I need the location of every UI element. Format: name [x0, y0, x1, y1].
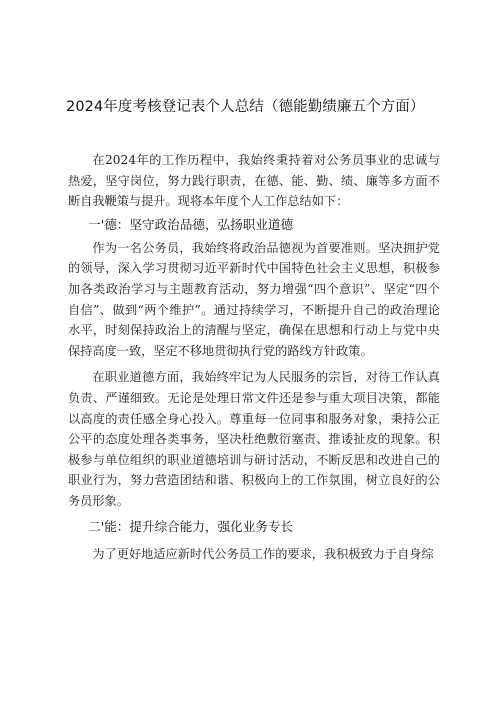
intro-paragraph: 在2024年的工作历程中，我始终秉持着对公务员事业的忠诚与热爱，坚守岗位，努力践行职责，在德、能、勤、绩、廉等多方面不断自我鞭策与提升。现将本年度个人工作总结如下： [68, 153, 440, 209]
section-de-paragraph-1: 作为一名公务员，我始终将政治品德视为首要准则。坚决拥护党的领导，深入学习贯彻习近平新时代中国特色社会主义思想，积极参加各类政治学习与主题教育活动，努力增强“四个意识”、坚定“四个自信”、做到“两个维护”。通过持续学习，不断提升自己的政治理论水平，时刻保持政治上的清醒与坚定，确保在思想和行动上与党中央保持高度一致，坚定不移地贯彻执行党的路线方针政策。 [68, 240, 440, 358]
section-heading-de: 一'德：坚守政治品德，弘扬职业道德 [88, 216, 294, 232]
section-heading-neng: 二'能：提升综合能力，强化业务专长 [88, 518, 294, 534]
document-title: 2024年度考核登记表个人总结（德能勤绩廉五个方面） [66, 99, 425, 115]
document-body [68, 150, 440, 564]
section-de-paragraph-2: 在职业道德方面，我始终牢记为人民服务的宗旨，对待工作认真负责、严谨细致。无论是处理日常文件还是参与重大项目决策，都能以高度的责任感全身心投入。尊重每一位同事和服务对象，秉持公正公平的态度处理各类事务，坚决杜绝敷衍塞责、推诿扯皮的现象。积极参与单位组织的职业道德培训与研讨活动，不断反思和改进自己的职业行为，努力营造团结和谐、积极向上的工作氛围，树立良好的公务员形象。 [68, 370, 440, 508]
section-neng-paragraph-1: 为了更好地适应新时代公务员工作的要求，我积极致力于自身综 [92, 546, 434, 561]
